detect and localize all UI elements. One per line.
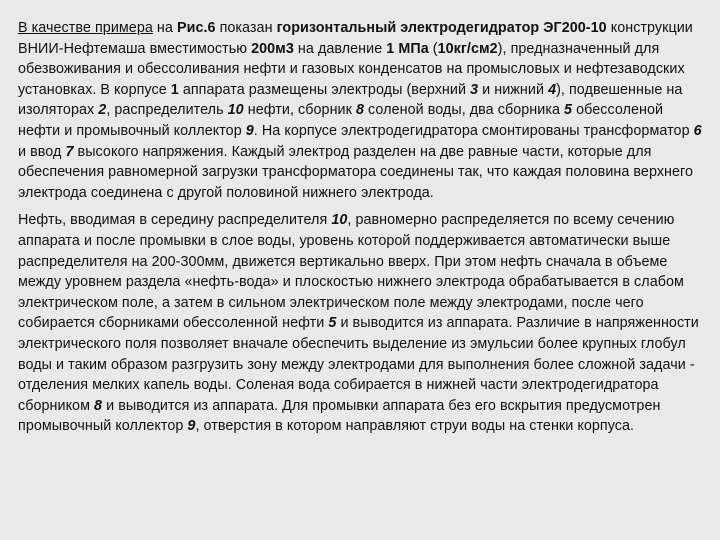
text-run: и выводится из аппарата. Для промывки аппарата без его вскрытия предусмотрен промывочный коллектор: [18, 397, 661, 435]
part-number: 3: [470, 81, 479, 98]
figure-reference: Рис.6: [176, 20, 216, 36]
text-run: высокого напряжения. Каждый электрод разделен на две равные части, которые для обеспечения равномерной загрузки трансформатора соединены так, что каждая половина верхнего электрода соединена с другой половиной нижнего электрода.: [18, 143, 694, 201]
text-run: на давление: [293, 40, 387, 57]
part-number: 8: [94, 397, 103, 414]
text-run: (: [428, 40, 438, 57]
part-number: 7: [65, 143, 74, 160]
text-run: нефти, сборник: [243, 102, 356, 119]
text-run: и ввод: [18, 143, 66, 160]
text-run: , отверстия в котором направляют струи воды на стенки корпуса.: [195, 418, 635, 435]
pressure-alt-value: 10кг/см2: [437, 40, 498, 57]
text-run: конструкции ВНИИ-Нефтемаша вместимостью: [18, 20, 693, 57]
part-number: 9: [187, 418, 196, 435]
pressure-value: 1 МПа: [386, 40, 429, 57]
capacity-value: 200м3: [251, 40, 294, 57]
text-run: ), подвешенные на изоляторах: [18, 81, 683, 119]
part-number: 6: [693, 122, 702, 139]
text-run: на: [152, 20, 177, 36]
part-number: 4: [548, 81, 557, 98]
paragraph-2: [18, 210, 702, 437]
text-run: и выводится из аппарата. Различие в напряженности электрического поля позволяет вначале обеспечить выделение из эмульсии более крупных глобул воды и таким образом разгрузить зону между электродами для выполнения более сложной задачи - отделения мелких капель воды. Соленая вода собирается в нижней части электродегидратора сборником: [18, 315, 699, 414]
text-run: , равномерно распределяется по всему сечению аппарата и после промывки в слое воды, уровень которой поддерживается автоматически выше распределителя на 200-300мм, движется вертикально вверх. При этом нефть сначала в объеме между уровнем раздела «нефть-вода» и плоскостью нижнего электрода обрабатывается в слабом электрическом поле, а затем в сильном электрическом поле между электродами, после чего собирается сборниками обессоленной нефти: [18, 212, 684, 332]
paragraph-1: [18, 18, 702, 203]
part-number: 2: [98, 102, 107, 119]
example-lead-underlined: В качестве примера: [18, 20, 153, 36]
text-run: показан: [215, 20, 277, 36]
text-run: и нижний: [478, 81, 549, 98]
text-run: . На корпусе электродегидратора смонтированы трансформатор: [253, 122, 694, 139]
text-run: Нефть, вводимая в середину распределителя: [18, 212, 332, 229]
text-run: соленой воды, два сборника: [364, 102, 565, 119]
document-page: [18, 18, 702, 437]
text-run: аппарата размещены электроды (верхний: [178, 81, 471, 98]
part-number: 1: [170, 81, 179, 98]
part-number: 9: [245, 122, 254, 139]
part-number: 10: [331, 212, 348, 229]
device-name: горизонтальный электродегидратор ЭГ200-10: [276, 20, 607, 36]
text-run: ), предназначенный для обезвоживания и обессоливания нефти и газовых конденсатов на промысловых и нефтезаводских установках. В корпусе: [18, 40, 685, 98]
text-run: обессоленой нефти и промывочный коллектор: [18, 102, 664, 139]
text-run: , распределитель: [106, 102, 228, 119]
part-number: 8: [355, 102, 365, 119]
part-number: 5: [564, 102, 573, 119]
part-number: 5: [328, 315, 337, 332]
part-number: 10: [227, 102, 244, 119]
